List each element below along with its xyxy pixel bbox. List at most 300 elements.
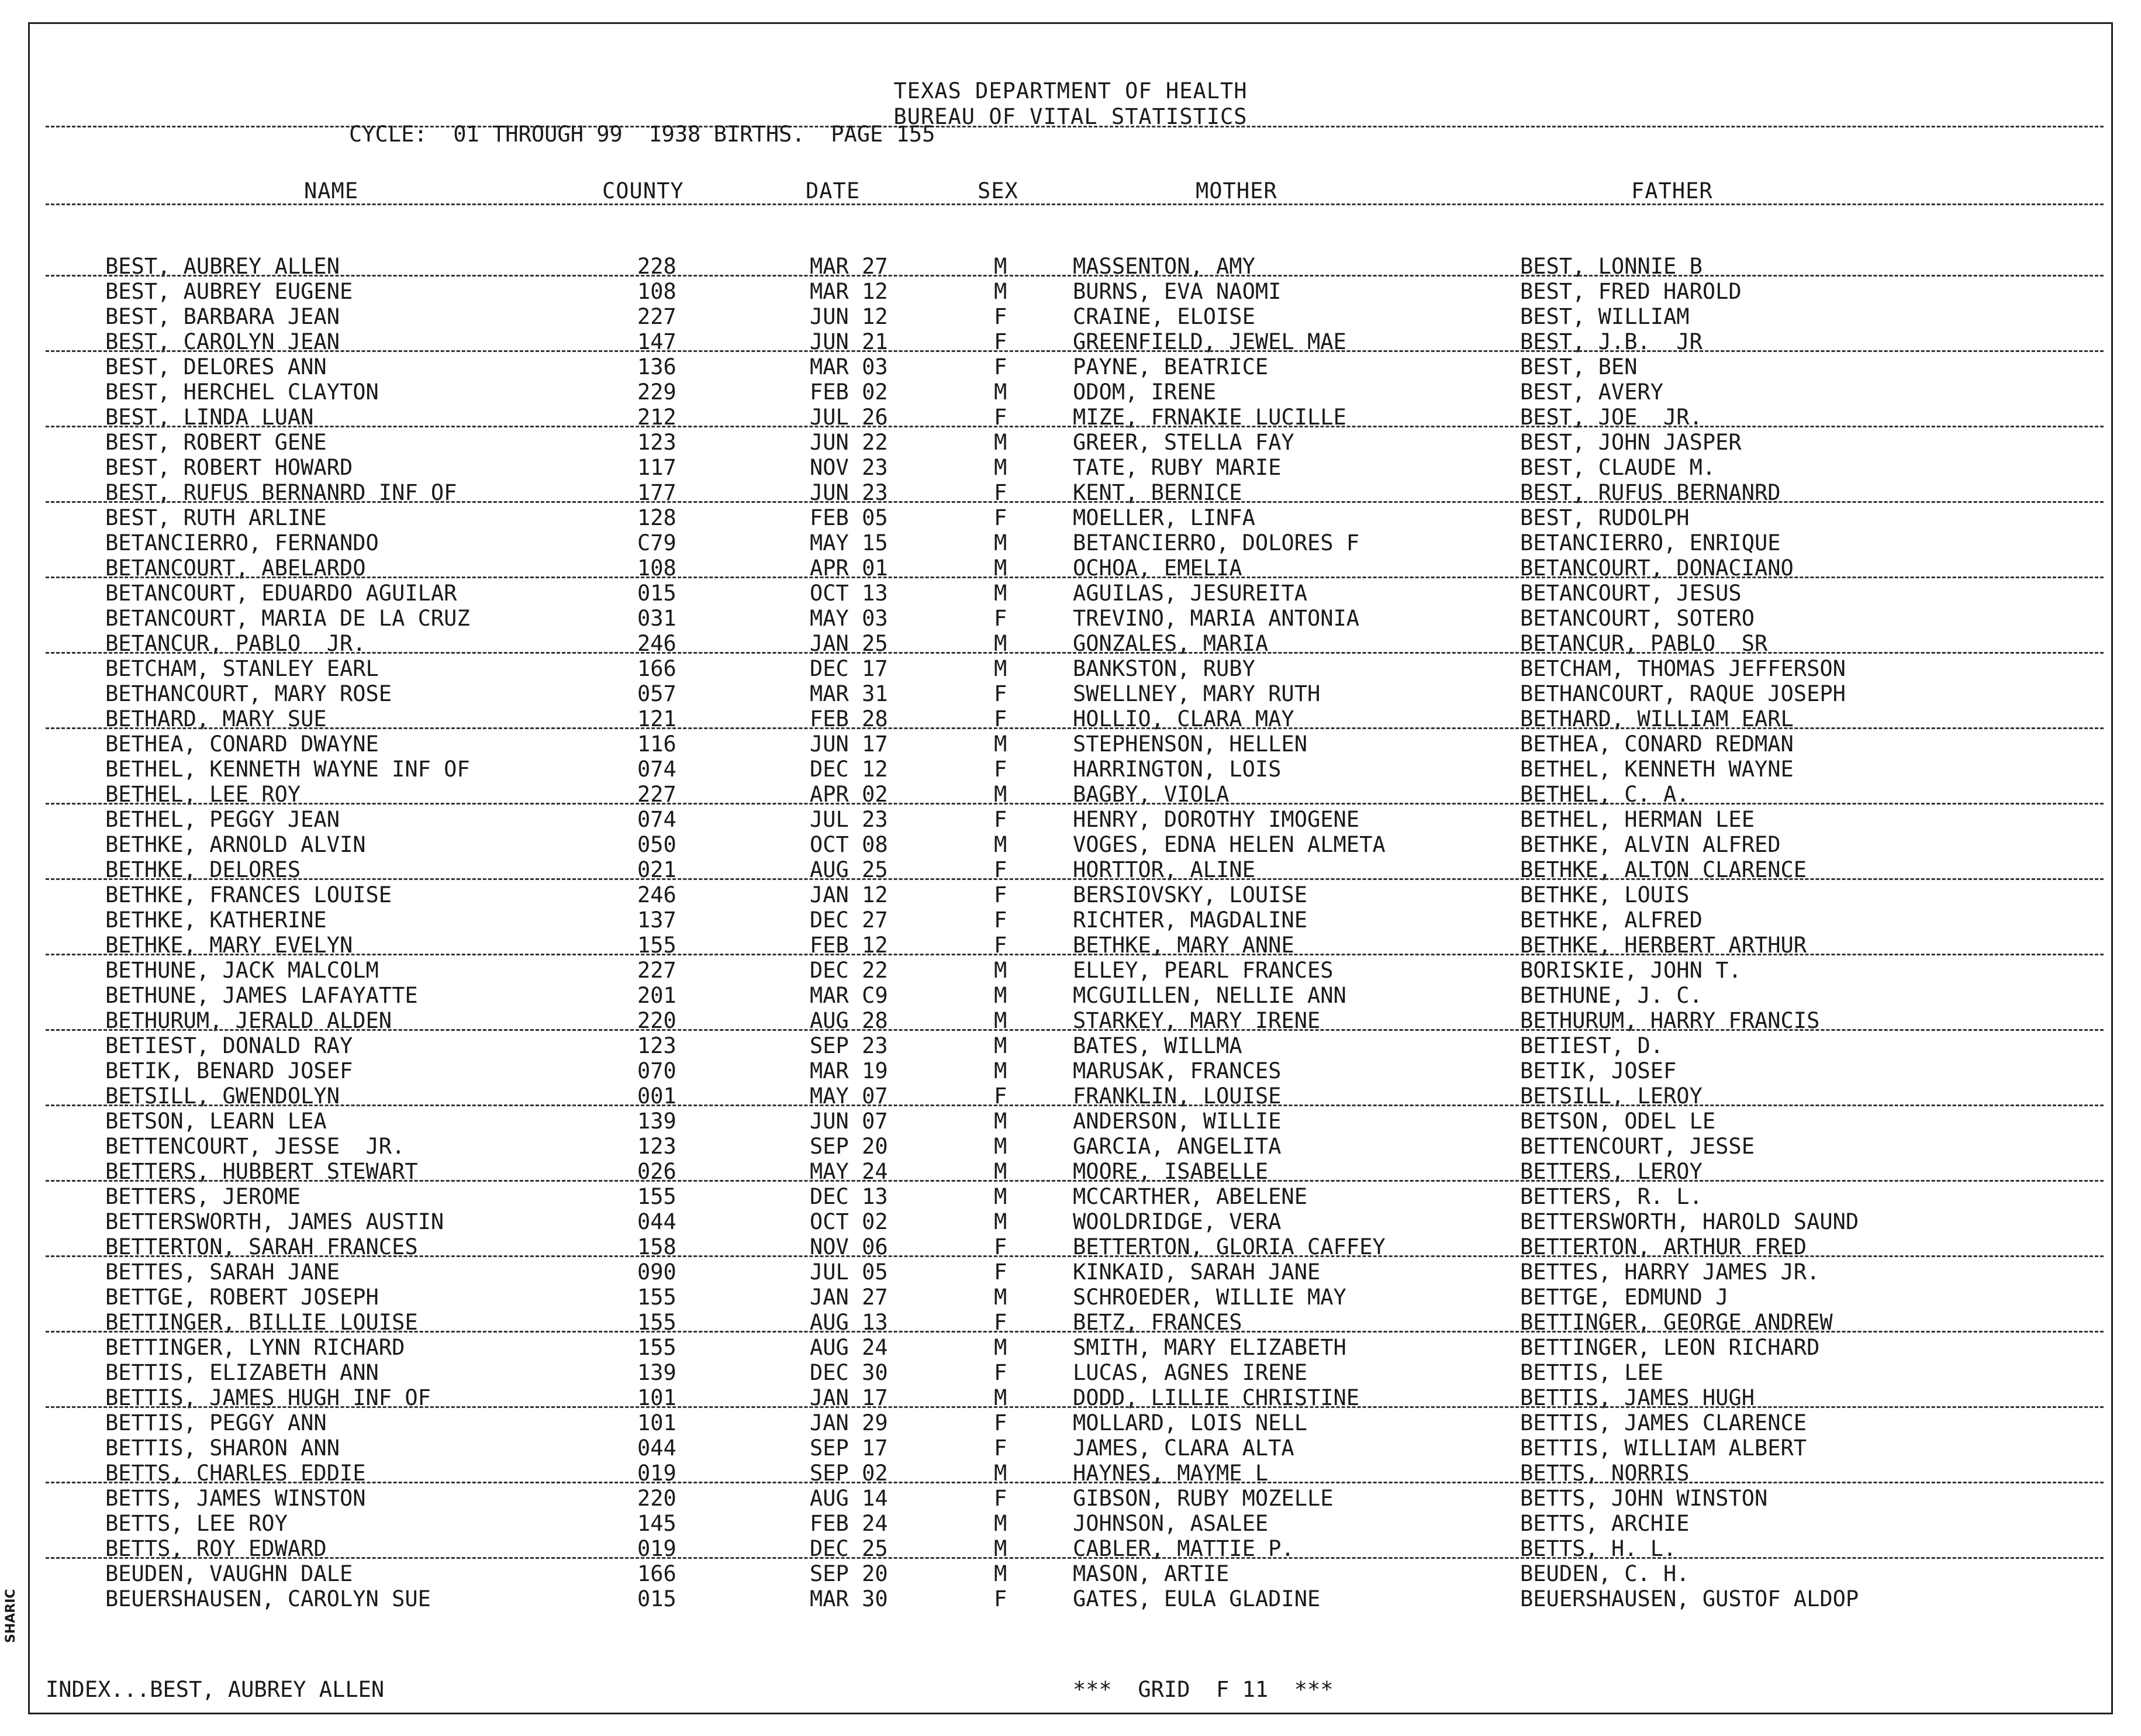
cell-sex: M (994, 1385, 1007, 1410)
cell-name: BETTIS, ELIZABETH ANN (105, 1360, 379, 1385)
cell-name: BEST, AUBREY ALLEN (105, 254, 340, 279)
cell-father: BETTIS, LEE (1520, 1360, 1664, 1385)
cell-father: BETCHAM, THOMAS JEFFERSON (1520, 656, 1846, 681)
cell-father: BETHKE, HERBERT ARTHUR (1520, 933, 1807, 958)
cell-county: 019 (637, 1461, 676, 1486)
cell-name: BETANCOURT, ABELARDO (105, 555, 366, 581)
cell-county: 074 (637, 807, 676, 832)
cell-county: 123 (637, 1033, 676, 1058)
cell-sex: M (994, 1285, 1007, 1310)
cell-mother: HOLLIO, CLARA MAY (1073, 706, 1294, 731)
table-row (0, 1435, 2141, 1461)
cell-name: BETTINGER, LYNN RICHARD (105, 1335, 405, 1360)
cell-mother: CABLER, MATTIE P. (1073, 1536, 1294, 1561)
cell-father: BETHARD, WILLIAM EARL (1520, 706, 1794, 731)
row-group-divider (46, 878, 2104, 880)
cell-county: 139 (637, 1360, 676, 1385)
cell-name: BETHEL, LEE ROY (105, 782, 301, 807)
cell-county: 123 (637, 1134, 676, 1159)
cell-date: JAN 17 (810, 1385, 888, 1410)
cell-date: AUG 13 (810, 1310, 888, 1335)
cell-name: BEST, RUTH ARLINE (105, 505, 327, 530)
cell-county: 015 (637, 1586, 676, 1611)
table-row (0, 1033, 2141, 1058)
table-row (0, 1134, 2141, 1159)
table-row (0, 530, 2141, 555)
cell-father: BETTERSWORTH, HAROLD SAUND (1520, 1209, 1859, 1234)
cell-mother: BANKSTON, RUBY (1073, 656, 1255, 681)
cell-date: JAN 12 (810, 882, 888, 907)
cell-father: BEST, J.B. JR (1520, 329, 1703, 354)
cell-name: BETHEL, PEGGY JEAN (105, 807, 340, 832)
cell-sex: M (994, 379, 1007, 405)
cell-sex: M (994, 1109, 1007, 1134)
table-row (0, 379, 2141, 405)
cell-date: JUN 12 (810, 304, 888, 329)
cell-mother: DODD, LILLIE CHRISTINE (1073, 1385, 1360, 1410)
cell-father: BETHKE, LOUIS (1520, 882, 1690, 907)
cell-sex: M (994, 1209, 1007, 1234)
cell-father: BETTS, H. L. (1520, 1536, 1677, 1561)
cell-sex: F (994, 933, 1007, 958)
col-header-county: COUNTY (602, 178, 684, 203)
table-row (0, 1058, 2141, 1083)
table-row (0, 1561, 2141, 1586)
cell-father: BETTS, NORRIS (1520, 1461, 1690, 1486)
cell-date: JUL 23 (810, 807, 888, 832)
table-row (0, 656, 2141, 681)
cell-name: BEUDEN, VAUGHN DALE (105, 1561, 353, 1586)
cell-name: BETTERS, HUBBERT STEWART (105, 1159, 418, 1184)
cell-name: BETANCOURT, MARIA DE LA CRUZ (105, 606, 470, 631)
cell-sex: M (994, 555, 1007, 581)
cell-father: BETTS, ARCHIE (1520, 1511, 1690, 1536)
cell-date: DEC 30 (810, 1360, 888, 1385)
cell-county: 121 (637, 706, 676, 731)
row-group-divider (46, 426, 2104, 427)
cell-mother: PAYNE, BEATRICE (1073, 354, 1269, 379)
cell-name: BETTIS, PEGGY ANN (105, 1410, 327, 1435)
cell-sex: M (994, 1561, 1007, 1586)
cell-county: 246 (637, 631, 676, 656)
cell-county: 116 (637, 731, 676, 757)
cell-father: BETTIS, JAMES HUGH (1520, 1385, 1755, 1410)
cell-sex: F (994, 329, 1007, 354)
cell-name: BETTERS, JEROME (105, 1184, 301, 1209)
cell-father: BETANCIERRO, ENRIQUE (1520, 530, 1781, 555)
cell-date: JUL 26 (810, 405, 888, 430)
cell-date: MAY 24 (810, 1159, 888, 1184)
cell-mother: VOGES, EDNA HELEN ALMETA (1073, 832, 1386, 857)
cell-county: 177 (637, 480, 676, 505)
cell-name: BETHEA, CONARD DWAYNE (105, 731, 379, 757)
col-header-father: FATHER (1631, 178, 1713, 203)
cell-father: BETANCOURT, JESUS (1520, 581, 1742, 606)
cell-father: BETHEL, HERMAN LEE (1520, 807, 1755, 832)
header-department: TEXAS DEPARTMENT OF HEALTH (893, 78, 1248, 103)
table-row (0, 731, 2141, 757)
cell-county: 137 (637, 907, 676, 933)
cell-county: 212 (637, 405, 676, 430)
cell-sex: F (994, 1410, 1007, 1435)
cell-date: MAY 15 (810, 530, 888, 555)
cell-father: BETSON, ODEL LE (1520, 1109, 1716, 1134)
cell-sex: F (994, 1083, 1007, 1109)
cell-name: BETTIS, SHARON ANN (105, 1435, 340, 1461)
cell-sex: M (994, 631, 1007, 656)
cell-date: AUG 24 (810, 1335, 888, 1360)
cell-sex: F (994, 480, 1007, 505)
cell-mother: MARUSAK, FRANCES (1073, 1058, 1282, 1083)
cell-date: FEB 02 (810, 379, 888, 405)
table-row (0, 1486, 2141, 1511)
cell-date: DEC 25 (810, 1536, 888, 1561)
table-row (0, 1360, 2141, 1385)
cell-date: MAR 19 (810, 1058, 888, 1083)
cell-county: 155 (637, 1184, 676, 1209)
table-row (0, 807, 2141, 832)
table-row (0, 606, 2141, 631)
cell-sex: F (994, 1310, 1007, 1335)
cell-name: BETANCIERRO, FERNANDO (105, 530, 379, 555)
cell-county: 155 (637, 1335, 676, 1360)
cell-sex: F (994, 757, 1007, 782)
cell-mother: KINKAID, SARAH JANE (1073, 1259, 1321, 1285)
table-row (0, 1209, 2141, 1234)
cell-sex: M (994, 1008, 1007, 1033)
row-group-divider (46, 501, 2104, 503)
cell-county: 074 (637, 757, 676, 782)
cell-mother: KENT, BERNICE (1073, 480, 1242, 505)
cell-mother: SCHROEDER, WILLIE MAY (1073, 1285, 1346, 1310)
cell-date: NOV 06 (810, 1234, 888, 1259)
cell-county: 021 (637, 857, 676, 882)
cell-name: BETTGE, ROBERT JOSEPH (105, 1285, 379, 1310)
cell-date: JUN 17 (810, 731, 888, 757)
cell-name: BETTERSWORTH, JAMES AUSTIN (105, 1209, 444, 1234)
cell-name: BETTINGER, BILLIE LOUISE (105, 1310, 418, 1335)
table-row (0, 581, 2141, 606)
cell-father: BEST, RUDOLPH (1520, 505, 1690, 530)
cell-name: BETHKE, FRANCES LOUISE (105, 882, 392, 907)
cell-date: DEC 13 (810, 1184, 888, 1209)
cell-father: BEST, LONNIE B (1520, 254, 1703, 279)
cell-sex: F (994, 606, 1007, 631)
cell-mother: ELLEY, PEARL FRANCES (1073, 958, 1334, 983)
row-group-divider (46, 275, 2104, 277)
row-group-divider (46, 727, 2104, 729)
cell-mother: MOORE, ISABELLE (1073, 1159, 1269, 1184)
cell-mother: GIBSON, RUBY MOZELLE (1073, 1486, 1334, 1511)
cell-father: BEST, AVERY (1520, 379, 1664, 405)
cell-mother: MCGUILLEN, NELLIE ANN (1073, 983, 1346, 1008)
table-row (0, 1511, 2141, 1536)
cell-county: C79 (637, 530, 676, 555)
cell-date: MAR 30 (810, 1586, 888, 1611)
cell-sex: M (994, 455, 1007, 480)
cell-name: BETANCUR, PABLO JR. (105, 631, 366, 656)
cell-date: JUL 05 (810, 1259, 888, 1285)
cell-sex: M (994, 1335, 1007, 1360)
cell-mother: ANDERSON, WILLIE (1073, 1109, 1282, 1134)
cell-father: BETHEL, KENNETH WAYNE (1520, 757, 1794, 782)
cell-name: BETTIS, JAMES HUGH INF OF (105, 1385, 431, 1410)
cell-mother: TATE, RUBY MARIE (1073, 455, 1282, 480)
cell-father: BEUERSHAUSEN, GUSTOF ALDOP (1520, 1586, 1859, 1611)
cell-mother: MCCARTHER, ABELENE (1073, 1184, 1307, 1209)
cell-county: 117 (637, 455, 676, 480)
cell-father: BORISKIE, JOHN T. (1520, 958, 1742, 983)
cell-name: BETHANCOURT, MARY ROSE (105, 681, 392, 706)
cell-sex: M (994, 1461, 1007, 1486)
cell-date: JAN 27 (810, 1285, 888, 1310)
cell-county: 101 (637, 1385, 676, 1410)
cell-mother: WOOLDRIDGE, VERA (1073, 1209, 1282, 1234)
cell-mother: CRAINE, ELOISE (1073, 304, 1255, 329)
table-row (0, 279, 2141, 304)
cell-county: 044 (637, 1209, 676, 1234)
cell-county: 090 (637, 1259, 676, 1285)
cell-county: 123 (637, 430, 676, 455)
cell-county: 108 (637, 555, 676, 581)
cell-mother: FRANKLIN, LOUISE (1073, 1083, 1282, 1109)
cell-mother: STEPHENSON, HELLEN (1073, 731, 1307, 757)
table-row (0, 304, 2141, 329)
col-header-sex: SEX (978, 178, 1018, 203)
cell-mother: GARCIA, ANGELITA (1073, 1134, 1282, 1159)
cell-date: AUG 25 (810, 857, 888, 882)
cell-sex: M (994, 279, 1007, 304)
cell-sex: F (994, 681, 1007, 706)
cell-sex: M (994, 1184, 1007, 1209)
cell-mother: LUCAS, AGNES IRENE (1073, 1360, 1307, 1385)
cell-county: 166 (637, 1561, 676, 1586)
row-group-divider (46, 803, 2104, 805)
table-row (0, 958, 2141, 983)
column-header-divider (46, 203, 2104, 205)
cell-county: 246 (637, 882, 676, 907)
cell-county: 026 (637, 1159, 676, 1184)
cell-date: MAR 03 (810, 354, 888, 379)
cell-date: DEC 27 (810, 907, 888, 933)
side-label: SHARIC (4, 1589, 18, 1643)
cell-father: BETHUNE, J. C. (1520, 983, 1703, 1008)
cell-mother: MIZE, FRNAKIE LUCILLE (1073, 405, 1346, 430)
cell-sex: M (994, 731, 1007, 757)
cell-name: BETSILL, GWENDOLYN (105, 1083, 340, 1109)
cell-mother: RICHTER, MAGDALINE (1073, 907, 1307, 933)
cell-name: BETHUNE, JACK MALCOLM (105, 958, 379, 983)
cell-date: SEP 02 (810, 1461, 888, 1486)
cell-name: BEST, HERCHEL CLAYTON (105, 379, 379, 405)
row-group-divider (46, 1105, 2104, 1106)
cell-date: FEB 24 (810, 1511, 888, 1536)
table-row (0, 505, 2141, 530)
cell-sex: M (994, 1058, 1007, 1083)
cell-county: 228 (637, 254, 676, 279)
cell-name: BETTS, LEE ROY (105, 1511, 288, 1536)
cell-date: JAN 29 (810, 1410, 888, 1435)
cell-sex: M (994, 832, 1007, 857)
cell-name: BEST, AUBREY EUGENE (105, 279, 353, 304)
cell-father: BEST, CLAUDE M. (1520, 455, 1716, 480)
cell-father: BETANCOURT, SOTERO (1520, 606, 1755, 631)
cell-name: BETHEL, KENNETH WAYNE INF OF (105, 757, 470, 782)
cell-father: BETHKE, ALTON CLARENCE (1520, 857, 1807, 882)
cell-date: OCT 13 (810, 581, 888, 606)
cell-date: JUN 07 (810, 1109, 888, 1134)
cell-mother: MASSENTON, AMY (1073, 254, 1255, 279)
cell-mother: JAMES, CLARA ALTA (1073, 1435, 1294, 1461)
cell-mother: GATES, EULA GLADINE (1073, 1586, 1321, 1611)
cell-father: BETANCUR, PABLO SR (1520, 631, 1768, 656)
cell-mother: OCHOA, EMELIA (1073, 555, 1242, 581)
table-row (0, 1109, 2141, 1134)
table-row (0, 455, 2141, 480)
cell-mother: GREER, STELLA FAY (1073, 430, 1294, 455)
cell-father: BETIK, JOSEF (1520, 1058, 1677, 1083)
table-row (0, 430, 2141, 455)
cell-sex: F (994, 1360, 1007, 1385)
cell-father: BETTERS, LEROY (1520, 1159, 1703, 1184)
cell-mother: BURNS, EVA NAOMI (1073, 279, 1282, 304)
cell-mother: SWELLNEY, MARY RUTH (1073, 681, 1321, 706)
cell-date: JUN 23 (810, 480, 888, 505)
row-group-divider (46, 1557, 2104, 1559)
cell-father: BETTINGER, GEORGE ANDREW (1520, 1310, 1833, 1335)
cell-sex: F (994, 857, 1007, 882)
table-row (0, 882, 2141, 907)
cell-mother: ODOM, IRENE (1073, 379, 1217, 405)
cell-date: FEB 05 (810, 505, 888, 530)
cell-mother: BERSIOVSKY, LOUISE (1073, 882, 1307, 907)
cell-father: BETTGE, EDMUND J (1520, 1285, 1729, 1310)
cell-mother: BAGBY, VIOLA (1073, 782, 1230, 807)
cell-sex: M (994, 1033, 1007, 1058)
cell-mother: MOELLER, LINFA (1073, 505, 1255, 530)
cell-date: APR 01 (810, 555, 888, 581)
cell-name: BETHKE, KATHERINE (105, 907, 327, 933)
cell-sex: F (994, 907, 1007, 933)
cell-date: NOV 23 (810, 455, 888, 480)
row-group-divider (46, 577, 2104, 578)
cell-county: 227 (637, 304, 676, 329)
cell-mother: AGUILAS, JESUREITA (1073, 581, 1307, 606)
cell-county: 145 (637, 1511, 676, 1536)
cell-sex: M (994, 1511, 1007, 1536)
cell-father: BETHANCOURT, RAQUE JOSEPH (1520, 681, 1846, 706)
cell-name: BETTERTON, SARAH FRANCES (105, 1234, 418, 1259)
cycle-line: CYCLE: 01 THROUGH 99 1938 BIRTHS. PAGE 155 (349, 122, 935, 147)
cell-sex: M (994, 782, 1007, 807)
cell-county: 227 (637, 958, 676, 983)
cell-sex: M (994, 983, 1007, 1008)
cell-father: BETHEA, CONARD REDMAN (1520, 731, 1794, 757)
cell-father: BETTIS, WILLIAM ALBERT (1520, 1435, 1807, 1461)
cell-county: 108 (637, 279, 676, 304)
cell-father: BETTERS, R. L. (1520, 1184, 1703, 1209)
cell-name: BETTS, JAMES WINSTON (105, 1486, 366, 1511)
cell-father: BETTENCOURT, JESSE (1520, 1134, 1755, 1159)
cell-county: 031 (637, 606, 676, 631)
cell-mother: HORTTOR, ALINE (1073, 857, 1255, 882)
cell-father: BETHKE, ALFRED (1520, 907, 1703, 933)
cell-date: MAR 27 (810, 254, 888, 279)
row-group-divider (46, 652, 2104, 654)
cell-date: OCT 08 (810, 832, 888, 857)
cell-mother: TREVINO, MARIA ANTONIA (1073, 606, 1360, 631)
grid-label: *** GRID F 11 *** (1073, 1677, 1334, 1702)
cell-date: MAR 31 (810, 681, 888, 706)
cell-sex: F (994, 1234, 1007, 1259)
cell-county: 139 (637, 1109, 676, 1134)
cell-date: APR 02 (810, 782, 888, 807)
cell-county: 070 (637, 1058, 676, 1083)
cell-county: 155 (637, 1310, 676, 1335)
cell-date: JUN 22 (810, 430, 888, 455)
cell-county: 050 (637, 832, 676, 857)
cell-county: 155 (637, 933, 676, 958)
cell-county: 227 (637, 782, 676, 807)
cell-county: 220 (637, 1486, 676, 1511)
index-label: INDEX...BEST, AUBREY ALLEN (46, 1677, 385, 1702)
cell-father: BEST, BEN (1520, 354, 1638, 379)
cell-name: BETIK, BENARD JOSEF (105, 1058, 353, 1083)
cell-county: 044 (637, 1435, 676, 1461)
cell-mother: JOHNSON, ASALEE (1073, 1511, 1269, 1536)
cell-name: BETTES, SARAH JANE (105, 1259, 340, 1285)
cell-name: BEST, ROBERT GENE (105, 430, 327, 455)
col-header-name: NAME (304, 178, 359, 203)
cell-name: BEST, RUFUS BERNANRD INF OF (105, 480, 457, 505)
cell-date: SEP 20 (810, 1561, 888, 1586)
cell-father: BEUDEN, C. H. (1520, 1561, 1690, 1586)
col-header-date: DATE (806, 178, 861, 203)
cell-sex: F (994, 1586, 1007, 1611)
cell-name: BETCHAM, STANLEY EARL (105, 656, 379, 681)
cell-date: DEC 12 (810, 757, 888, 782)
cell-father: BEST, FRED HAROLD (1520, 279, 1742, 304)
cell-father: BEST, RUFUS BERNANRD (1520, 480, 1781, 505)
cell-date: AUG 14 (810, 1486, 888, 1511)
cell-county: 166 (637, 656, 676, 681)
cell-name: BETHKE, ARNOLD ALVIN (105, 832, 366, 857)
cell-county: 057 (637, 681, 676, 706)
cell-sex: M (994, 656, 1007, 681)
cell-name: BETHKE, MARY EVELYN (105, 933, 353, 958)
cell-father: BEST, JOE JR. (1520, 405, 1703, 430)
cell-father: BETIEST, D. (1520, 1033, 1664, 1058)
cell-sex: F (994, 1435, 1007, 1461)
cell-name: BETANCOURT, EDUARDO AGUILAR (105, 581, 457, 606)
cell-name: BEST, ROBERT HOWARD (105, 455, 353, 480)
table-row (0, 983, 2141, 1008)
cell-sex: M (994, 1159, 1007, 1184)
cell-mother: GONZALES, MARIA (1073, 631, 1269, 656)
table-row (0, 1335, 2141, 1360)
cell-sex: M (994, 958, 1007, 983)
cell-date: JUN 21 (810, 329, 888, 354)
cell-sex: F (994, 354, 1007, 379)
cell-date: JAN 25 (810, 631, 888, 656)
table-row (0, 1259, 2141, 1285)
cell-name: BETSON, LEARN LEA (105, 1109, 327, 1134)
cell-mother: STARKEY, MARY IRENE (1073, 1008, 1321, 1033)
cell-date: MAY 07 (810, 1083, 888, 1109)
cell-father: BETTERTON, ARTHUR FRED (1520, 1234, 1807, 1259)
cell-name: BETTS, CHARLES EDDIE (105, 1461, 366, 1486)
cell-sex: F (994, 882, 1007, 907)
